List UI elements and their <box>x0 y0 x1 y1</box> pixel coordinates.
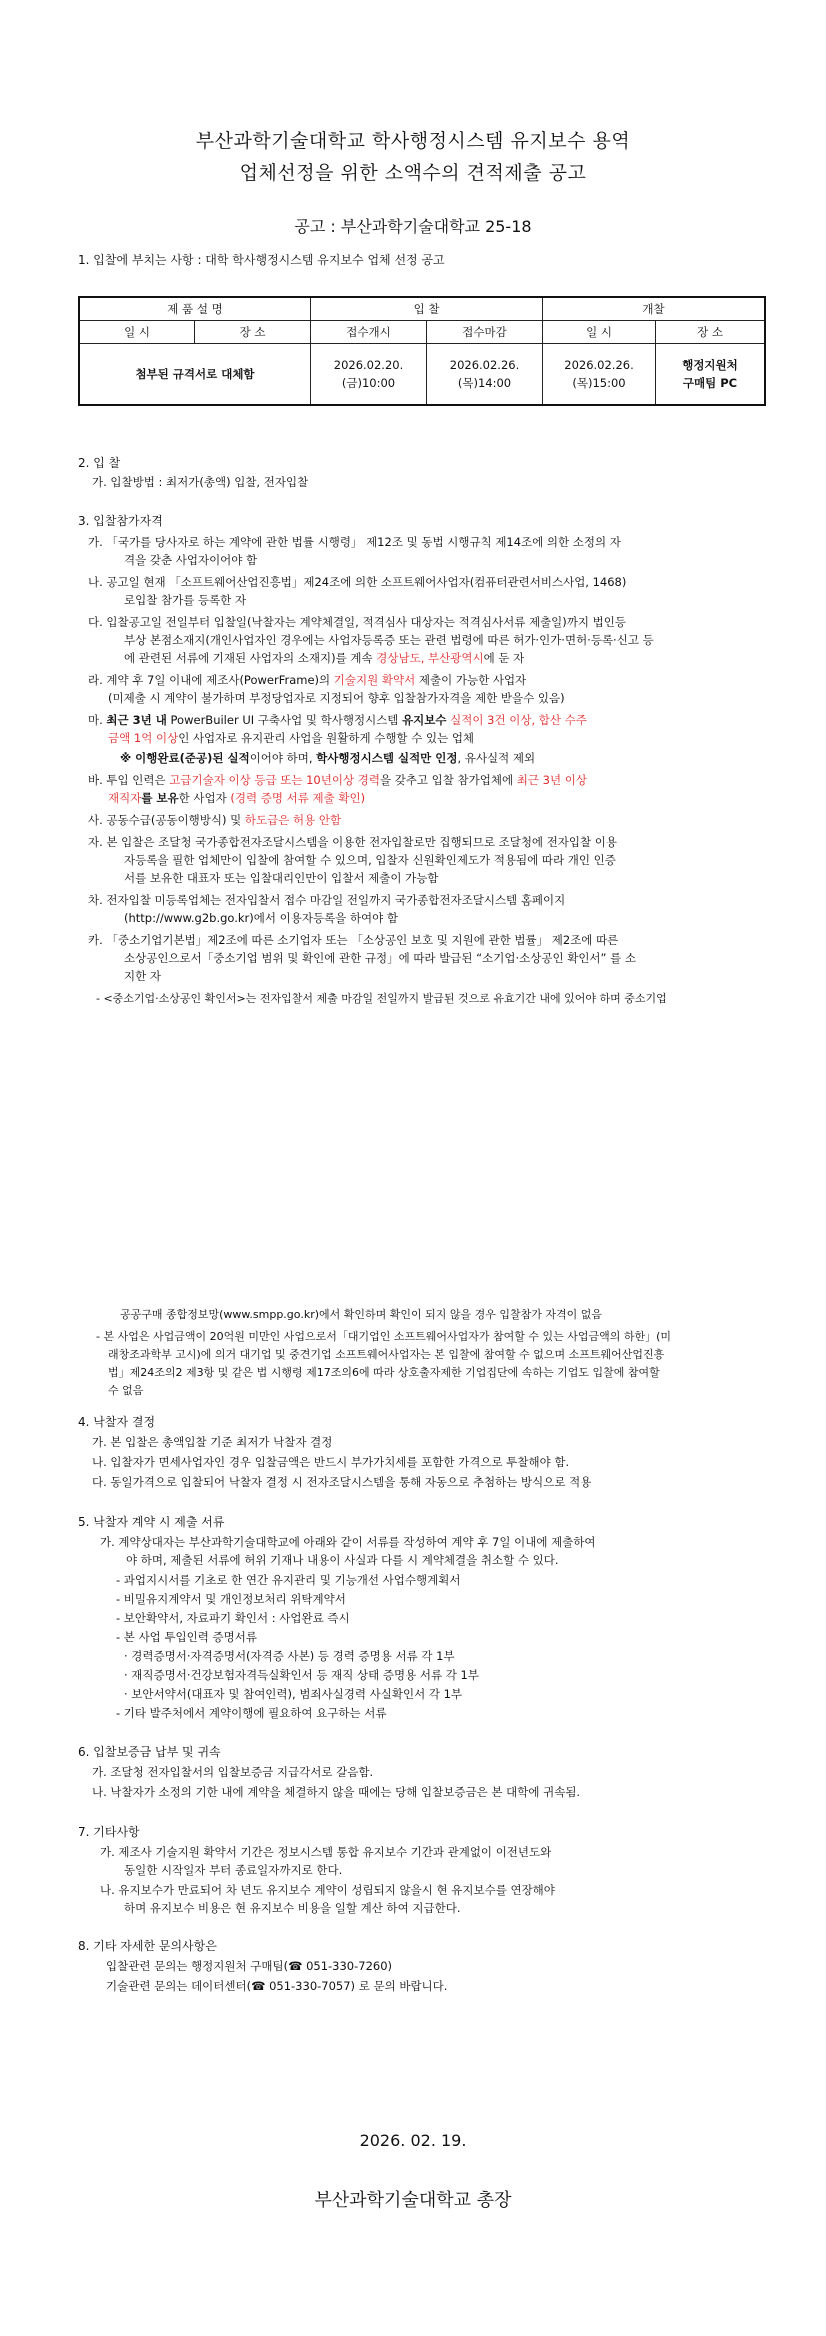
notice-date: 2026. 02. 19. <box>359 2131 467 2150</box>
s5-item-3: - 보안확약서, 자료파기 확인서 : 사업완료 즉시 <box>116 1611 350 1625</box>
s5-item-2: - 비밀유지계약서 및 개인정보처리 위탁계약서 <box>116 1592 346 1606</box>
s3-ba-2: 재직자를 보유한 사업자 (경력 증명 서류 제출 확인) <box>108 791 366 805</box>
s2-ga: 가. 입찰방법 : 최저가(총액) 입찰, 전자입찰 <box>92 475 309 489</box>
section-1-heading: 1. 입찰에 부치는 사항 : 대학 학사행정시스템 유지보수 업체 선정 공고 <box>78 253 445 267</box>
s3-ma-3: ※ 이행완료(준공)된 실적이어야 하며, 학사행정시스템 실적만 인정, 유사실적 제외 <box>120 751 536 765</box>
s5-item-4: - 본 사업 투입인력 증명서류 <box>116 1630 257 1644</box>
s5-item-8: - 기타 발주처에서 계약이행에 필요하여 요구하는 서류 <box>116 1706 387 1720</box>
th-bid: 입 찰 <box>311 297 543 321</box>
s3-da-3: 에 관련된 서류에 기재된 사업자의 소재지)를 계속 경상남도, 부산광역시에 둔 자 <box>124 651 525 665</box>
s3-da-1: 다. 입찰공고일 전일부터 입찰일(낙찰자는 계약체결일, 적격심사 대상자는 적격심사서류 제출일)까지 법인등 <box>88 615 626 629</box>
s3-ba-1: 바. 투입 인력은 고급기술자 이상 등급 또는 10년이상 경력을 갖추고 입찰 참가업체에 최근 3년 이상 <box>88 773 587 787</box>
s7-na-1: 나. 유지보수가 만료되어 차 년도 유지보수 계약이 성립되지 않을시 현 유지보수를 연장해야 <box>100 1883 555 1897</box>
section-3-heading: 3. 입찰참가자격 <box>78 514 163 528</box>
th-place: 장 소 <box>195 321 311 344</box>
s5-item-1: - 과업지시서를 기초로 한 연간 유지관리 및 기능개선 사업수행계획서 <box>116 1573 461 1587</box>
th-open: 개찰 <box>543 297 766 321</box>
th-product: 제 품 설 명 <box>79 297 311 321</box>
s4-da: 다. 동일가격으로 입찰되어 낙찰자 결정 시 전자조달시스템을 통해 자동으로 추첨하는 방식으로 적용 <box>92 1475 592 1489</box>
s6-na: 나. 낙찰자가 소정의 기한 내에 계약을 체결하지 않을 때에는 당해 입찰보증금은 본 대학에 귀속됨. <box>92 1785 581 1799</box>
section-4-heading: 4. 낙찰자 결정 <box>78 1415 156 1429</box>
s3-sa: 사. 공동수급(공동이행방식) 및 하도급은 허용 안함 <box>88 813 342 827</box>
s5-item-6: · 재직증명서·건강보험자격득실확인서 등 재직 상태 증명용 서류 각 1부 <box>124 1668 479 1682</box>
s3-ja-1: 자. 본 입찰은 조달청 국가종합전자조달시스템을 이용한 전자입찰로만 집행되므로 조달청에 전자입찰 이용 <box>88 835 618 849</box>
td-open-date: 2026.02.26. (목)15:00 <box>543 344 656 406</box>
s3-note-2-line-3: 법」제24조의2 제3항 및 같은 법 시행령 제17조의6에 따라 상호출자제한 기업집단에 속하는 기업도 입찰에 참여할 <box>108 1366 660 1379</box>
s3-ga-1: 가. 「국가를 당사자로 하는 계약에 관한 법률 시행령」 제12조 및 동법 시행규칙 제14조에 의한 소정의 자 <box>88 535 621 549</box>
td-end: 2026.02.26. (목)14:00 <box>427 344 543 406</box>
s8-line-1: 입찰관련 문의는 행정지원처 구매팀(☎ 051-330-7260) <box>106 1959 393 1973</box>
section-5-heading: 5. 낙찰자 계약 시 제출 서류 <box>78 1515 225 1529</box>
s4-ga: 가. 본 입찰은 총액입찰 기준 최저가 낙찰자 결정 <box>92 1435 333 1449</box>
s6-ga: 가. 조달청 전자입찰서의 입찰보증금 지급각서로 갈음함. <box>92 1765 374 1779</box>
s3-na-2: 로입찰 참가를 등록한 자 <box>124 593 247 607</box>
td-open-place: 행정지원처 구매팀 PC <box>656 344 766 406</box>
s3-ra-2: (미제출 시 계약이 불가하며 부정당업자로 지정되어 향후 입찰참가자격을 제한 받을수 있음) <box>108 691 565 705</box>
th-date: 일 시 <box>79 321 195 344</box>
s3-na-1: 나. 공고일 현재 「소프트웨어산업진흥법」제24조에 의한 소프트웨어사업자(컴퓨터관련서비스사업, 1468) <box>88 575 627 589</box>
bid-schedule-table <box>78 296 766 406</box>
s3-da-2: 부상 본점소재지(개인사업자인 경우에는 사업자등록증 또는 관련 법령에 따른 허가·인가·면허·등록·신고 등 <box>124 633 654 647</box>
s3-ga-2: 격을 갖춘 사업자이어야 함 <box>124 553 258 567</box>
title-line-1: 부산과학기술대학교 학사행정시스템 유지보수 용역 <box>195 130 631 152</box>
s3-note-1-line-1: - <중소기업·소상공인 확인서>는 전자입찰서 제출 마감일 전일까지 발급된 것으로 유효기간 내에 있어야 하며 중소기업 <box>96 992 667 1005</box>
s3-ja-2: 자등록을 필한 업체만이 입찰에 참여할 수 있으며, 입찰자 신원확인제도가 적용됨에 따라 개인 인증 <box>124 853 616 867</box>
s3-note-1-line-2: 공공구매 종합정보망(www.smpp.go.kr)에서 확인하며 확인이 되지 않을 경우 입찰참가 자격이 없음 <box>120 1308 602 1321</box>
s3-ma-2: 금액 1억 이상인 사업자로 유지관리 사업을 원활하게 수행할 수 있는 업체 <box>108 731 475 745</box>
th-end: 접수마감 <box>427 321 543 344</box>
s3-note-2-line-1: - 본 사업은 사업금액이 20억원 미만인 사업으로서「대기업인 소프트웨어사업자가 참여할 수 있는 사업금액의 하한」(미 <box>96 1330 672 1343</box>
s3-ka-2: 소상공인으로서「중소기업 범위 및 확인에 관한 규정」에 따라 발급된 “소기업·소상공인 확인서” 를 소 <box>124 951 637 965</box>
s3-note-2-line-4: 수 없음 <box>108 1384 144 1397</box>
s5-item-5: · 경력증명서·자격증명서(자격증 사본) 등 경력 증명용 서류 각 1부 <box>124 1649 455 1663</box>
s5-item-7: · 보안서약서(대표자 및 참여인력), 범죄사실경력 사실확인서 각 1부 <box>124 1687 463 1701</box>
s3-ja-3: 서를 보유한 대표자 또는 입찰대리인만이 입찰서 제출이 가능함 <box>124 871 439 885</box>
s3-ka-1: 카. 「중소기업기본법」제2조에 따른 소기업자 또는 「소상공인 보호 및 지원에 관한 법률」 제2조에 따른 <box>88 933 619 947</box>
s7-na-2: 하며 유지보수 비용은 현 유지보수 비용을 일할 계산 하여 지급한다. <box>124 1901 461 1915</box>
td-product: 첨부된 규격서로 대체함 <box>79 344 311 406</box>
s7-ga-1: 가. 제조사 기술지원 확약서 기간은 정보시스템 통합 유지보수 기간과 관계없이 이전년도와 <box>100 1845 552 1859</box>
s5-ga-1: 가. 계약상대자는 부산과학기술대학교에 아래와 같이 서류를 작성하여 계약 후 7일 이내에 제출하여 <box>100 1535 596 1549</box>
s8-line-2: 기술관련 문의는 데이터센터(☎ 051-330-7057) 로 문의 바랍니다. <box>106 1979 448 1993</box>
s3-ka-3: 지한 자 <box>124 969 161 983</box>
section-2-heading: 2. 입 찰 <box>78 456 121 470</box>
s3-cha-1: 차. 전자입찰 미등록업체는 전자입찰서 접수 마감일 전일까지 국가종합전자조달시스템 홈페이지 <box>88 893 566 907</box>
s3-note-2-line-2: 래창조과학부 고시)에 의거 대기업 및 중견기업 소프트웨어사업자는 본 입찰에 참여할 수 없으며 소프트웨어산업진흥 <box>108 1348 665 1361</box>
th-open-place: 장 소 <box>656 321 766 344</box>
th-start: 접수개시 <box>311 321 427 344</box>
section-6-heading: 6. 입찰보증금 납부 및 귀속 <box>78 1745 221 1759</box>
s3-cha-2: (http://www.g2b.go.kr)에서 이용자등록을 하여야 함 <box>124 911 399 925</box>
signatory: 부산과학기술대학교 총장 <box>314 2190 512 2211</box>
td-start: 2026.02.20. (금)10:00 <box>311 344 427 406</box>
notice-number: 공고 : 부산과학기술대학교 25-18 <box>294 217 532 236</box>
s5-ga-2: 야 하며, 제출된 서류에 허위 기재나 내용이 사실과 다를 시 계약체결을 취소할 수 있다. <box>126 1553 559 1567</box>
s4-na: 나. 입찰자가 면세사업자인 경우 입찰금액은 반드시 부가가치세를 포함한 가격으로 투찰해야 함. <box>92 1455 570 1469</box>
s7-ga-2: 동일한 시작일자 부터 종료일자까지로 한다. <box>124 1863 343 1877</box>
th-open-date: 일 시 <box>543 321 656 344</box>
title-line-2: 업체선정을 위한 소액수의 견적제출 공고 <box>239 162 587 184</box>
section-8-heading: 8. 기타 자세한 문의사항은 <box>78 1939 217 1953</box>
section-7-heading: 7. 기타사항 <box>78 1825 140 1839</box>
s3-ma-1: 마. 최근 3년 내 PowerBuiler UI 구축사업 및 학사행정시스템 유지보수 실적이 3건 이상, 합산 수주 <box>88 713 587 727</box>
s3-ra-1: 라. 계약 후 7일 이내에 제조사(PowerFrame)의 기술지원 확약서 제출이 가능한 사업자 <box>88 673 527 687</box>
